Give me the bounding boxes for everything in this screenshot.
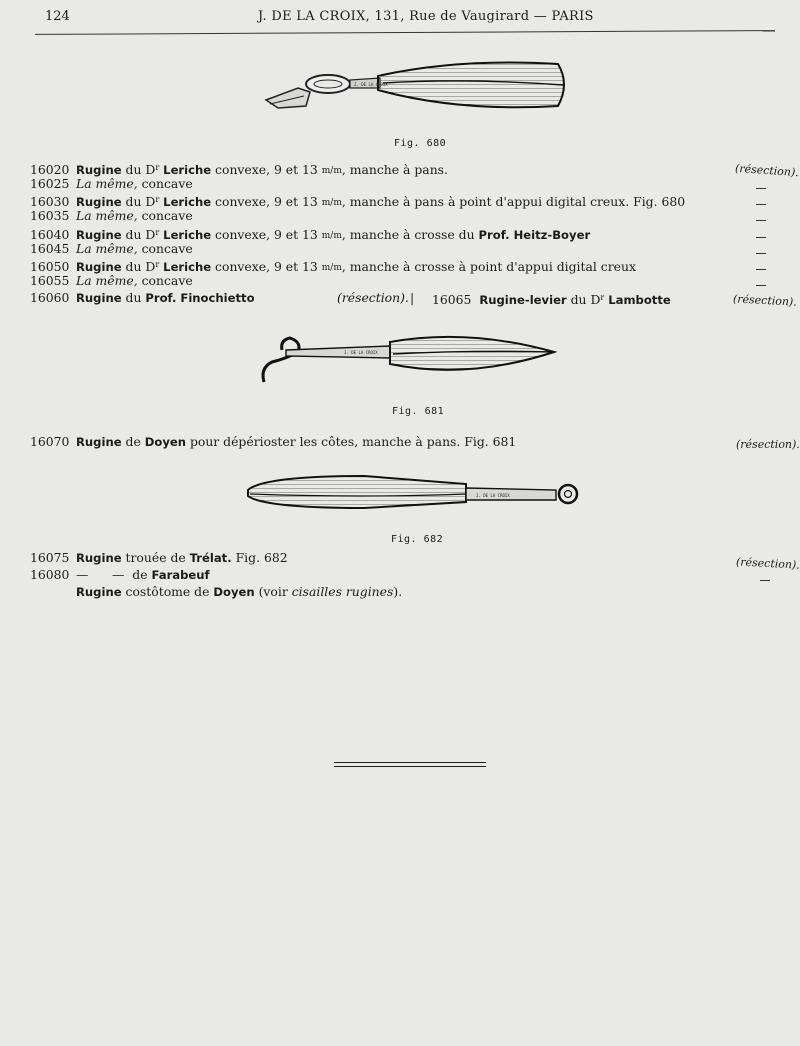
item-number: 16065 <box>432 292 472 307</box>
margin-note-resection: (résection). <box>732 292 798 309</box>
margin-note-resection: (résection). <box>735 555 800 572</box>
unit-fraction: m/m <box>321 231 342 241</box>
item-text: concave <box>137 241 193 256</box>
entry-separator: | <box>410 290 415 305</box>
item-text: du <box>121 290 146 305</box>
item-name: Rugine <box>76 260 122 274</box>
item-name: Rugine <box>76 228 122 242</box>
item-text: concave <box>137 176 193 191</box>
engraved-maker-mark: J. DE LA CROIX <box>476 493 510 498</box>
surgeon-name: Prof. Finochietto <box>145 291 255 305</box>
ditto-mark <box>756 237 766 238</box>
unit-fraction: m/m <box>321 198 342 208</box>
item-number: 16055 <box>30 273 70 288</box>
item-text: , manche à pans. <box>341 162 448 177</box>
catalog-entry-16025 <box>30 176 193 192</box>
item-text: du D <box>121 194 156 209</box>
surgeon-name: Doyen <box>144 435 186 449</box>
item-sup: r <box>600 293 605 302</box>
surgeon-name: Prof. Heitz-Boyer <box>478 228 591 242</box>
item-text: de <box>121 434 145 449</box>
item-name: Rugine <box>76 291 122 305</box>
item-text: (voir <box>254 584 292 599</box>
surgeon-name: Leriche <box>159 195 212 209</box>
item-text: , manche à crosse à point d'appui digital creux <box>341 259 636 274</box>
item-name: Rugine <box>76 435 122 449</box>
item-name: Rugine <box>76 585 122 599</box>
surgeon-name: Farabeuf <box>151 568 210 582</box>
item-sup: r <box>155 195 160 204</box>
page-header <box>0 6 800 28</box>
item-text: convexe, 9 et 13 <box>211 259 322 274</box>
header-rule <box>35 30 775 35</box>
item-text: convexe, 9 et 13 <box>211 194 322 209</box>
figure-681-caption: Fig. 681 <box>392 406 445 417</box>
item-text: du D <box>121 227 156 242</box>
item-number: 16045 <box>30 241 70 256</box>
section-end-rule <box>334 766 486 767</box>
item-text: convexe, 9 et 13 <box>211 162 322 177</box>
section-end-rule <box>334 762 486 763</box>
surgeon-name: Lambotte <box>604 293 671 307</box>
ditto-dashes: — — de <box>76 567 152 582</box>
item-text: Fig. 682 <box>231 550 288 565</box>
unit-fraction: m/m <box>321 263 342 273</box>
margin-note-resection: (résection). <box>736 438 800 451</box>
ditto-mark <box>756 204 766 205</box>
item-number: 16030 <box>30 194 70 209</box>
figure-682-rugine-illustration <box>244 472 584 516</box>
item-number: 16050 <box>30 259 70 274</box>
item-name: Rugine <box>76 163 122 177</box>
item-text: , manche à pans à point d'appui digital creux. Fig. 680 <box>341 194 686 209</box>
item-number: 16040 <box>30 227 70 242</box>
item-italic: La même, <box>76 273 138 288</box>
page-number: 124 <box>45 9 70 24</box>
catalog-entry-16070 <box>30 434 516 450</box>
cross-reference: cisailles rugines <box>291 584 394 599</box>
catalog-entry-16080 <box>30 567 210 583</box>
item-italic: La même, <box>76 176 138 191</box>
item-number: 16035 <box>30 208 70 223</box>
item-italic: La même, <box>76 241 138 256</box>
margin-note-resection: (résection). <box>734 161 800 180</box>
item-number: 16075 <box>30 550 70 565</box>
figure-680-caption: Fig. 680 <box>394 138 447 149</box>
engraved-maker-mark: J. DE LA CROIX <box>344 350 378 355</box>
item-text: du D <box>121 259 156 274</box>
ditto-mark <box>756 285 766 286</box>
catalog-entry-16060 <box>30 290 255 306</box>
catalog-entry-16045 <box>30 241 193 257</box>
item-text: convexe, 9 et 13 <box>211 227 322 242</box>
item-name: Rugine <box>76 551 122 565</box>
catalog-entry-16075 <box>30 550 288 566</box>
item-text: trouée de <box>121 550 190 565</box>
item-text: costôtome de <box>121 584 214 599</box>
unit-fraction: m/m <box>321 166 342 176</box>
surgeon-name: Leriche <box>159 260 212 274</box>
surgeon-name: Trélat. <box>189 551 232 565</box>
engraved-maker-mark: J. DE LA CROIX <box>354 82 388 87</box>
item-text: , manche à crosse du <box>341 227 479 242</box>
catalog-entry-16055 <box>30 273 193 289</box>
item-number: 16020 <box>30 162 70 177</box>
ditto-mark <box>756 220 766 221</box>
ditto-mark <box>756 253 766 254</box>
item-text: ). <box>393 584 403 599</box>
item-name: Rugine <box>76 195 122 209</box>
item-text: concave <box>137 273 193 288</box>
figure-682-caption: Fig. 682 <box>391 534 444 545</box>
ditto-mark <box>760 580 770 581</box>
surgeon-name: Leriche <box>159 228 212 242</box>
running-title: J. DE LA CROIX, 131, Rue de Vaugirard — PARIS <box>258 9 594 24</box>
item-number: 16025 <box>30 176 70 191</box>
figure-680-rugine-illustration <box>258 48 578 126</box>
item-number: 16070 <box>30 434 70 449</box>
item-text: concave <box>137 208 193 223</box>
figure-681-rugine-illustration <box>258 328 563 388</box>
item-text: du D <box>566 292 601 307</box>
item-text: du D <box>121 162 156 177</box>
surgeon-name: Leriche <box>159 163 212 177</box>
item-sup: r <box>155 163 160 172</box>
catalog-entry-16035 <box>30 208 193 224</box>
item-italic: La même, <box>76 208 138 223</box>
surgeon-name: Doyen <box>213 585 255 599</box>
item-text: pour dépérioster les côtes, manche à pans. Fig. 681 <box>186 434 517 449</box>
catalog-entry-costotome <box>76 584 402 600</box>
resection-note-inline: (résection). <box>337 290 409 305</box>
item-number: 16080 <box>30 567 70 582</box>
item-name: Rugine-levier <box>479 293 567 307</box>
item-sup: r <box>155 228 160 237</box>
catalog-entry-16065 <box>432 290 671 308</box>
item-number: 16060 <box>30 290 70 305</box>
item-sup: r <box>155 260 160 269</box>
ditto-mark <box>756 188 766 189</box>
ditto-mark <box>756 269 766 270</box>
